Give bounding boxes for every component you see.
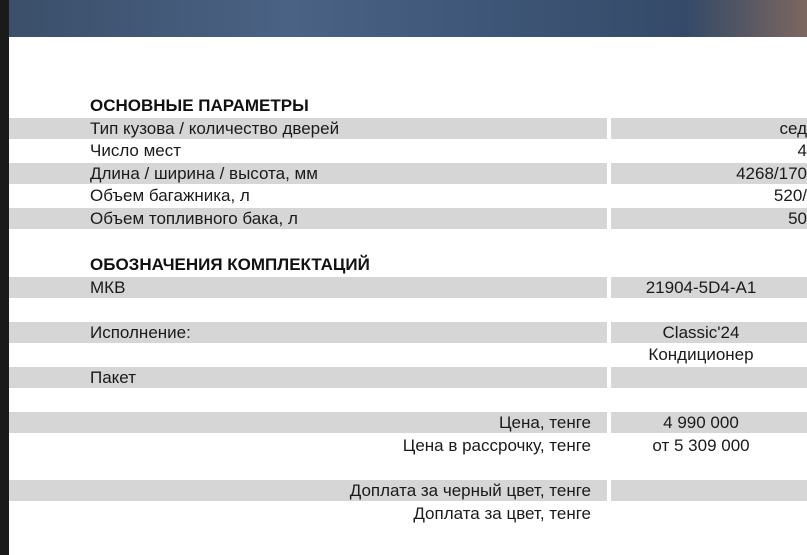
empty-cell [9,344,607,365]
package-label: Пакет [9,367,607,388]
row-value: 4 [797,141,807,160]
table-row [9,367,807,388]
row-value: 520/ [773,186,807,205]
trim-heading: ОБОЗНАЧЕНИЯ КОМПЛЕКТАЦИЙ [90,255,370,274]
table-row [9,435,807,456]
row-label: Объем багажника, л [90,186,250,205]
row-label: Объем топливного бака, л [9,208,607,229]
installment-value: от 5 309 000 [652,436,750,455]
version-extra-value: Кондиционер [648,345,754,364]
table-row [9,118,807,139]
row-value: 50 [611,208,807,229]
table-row [9,140,807,161]
color-label: Доплата за цвет, тенге [413,504,591,523]
mkb-label: МКВ [9,277,607,298]
table-row [9,344,807,365]
row-value: 4268/170 [611,163,807,184]
installment-cell [611,435,807,456]
table-row [9,412,807,433]
table-row [9,277,807,298]
table-row [9,322,807,343]
row-value: сед [611,118,807,139]
installment-label: Цена в рассрочку, тенге [402,436,591,455]
black-color-label: Доплата за черный цвет, тенге [9,480,607,501]
color-value [611,503,807,524]
black-color-value [611,480,807,501]
row-label: Тип кузова / количество дверей [9,118,607,139]
table-row [9,503,807,524]
table-row [9,208,807,229]
row-label: Длина / ширина / высота, мм [9,163,607,184]
package-value [611,367,807,388]
table-row [9,163,807,184]
mkb-value: 21904-5D4-A1 [645,278,757,297]
mkb-cell [611,277,807,298]
basic-params-heading: ОСНОВНЫЕ ПАРАМЕТРЫ [90,96,309,115]
row-label: Число мест [90,141,182,160]
price-label: Цена, тенге [9,412,607,433]
table-row [9,480,807,501]
version-value: Classic'24 [662,323,740,342]
table-row [9,185,807,206]
version-label: Исполнение: [9,322,607,343]
header-banner-image [9,0,807,37]
version-extra-cell [611,344,807,365]
version-cell [611,322,807,343]
price-cell [611,412,807,433]
price-value: 4 990 000 [663,413,739,432]
document-page [9,0,807,555]
